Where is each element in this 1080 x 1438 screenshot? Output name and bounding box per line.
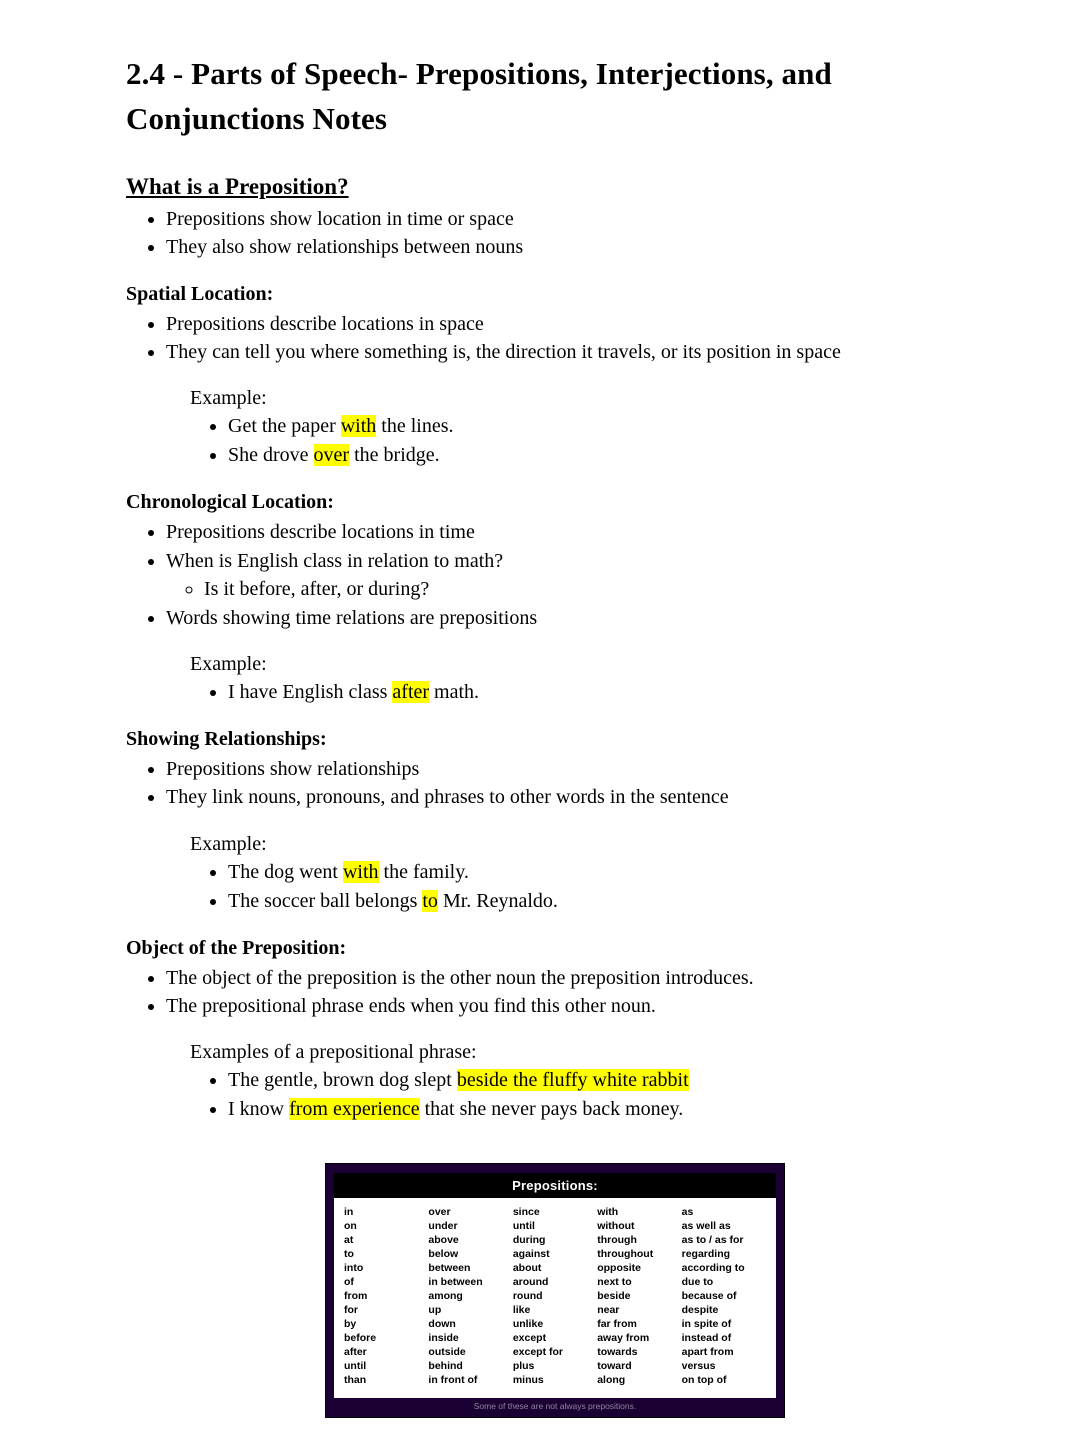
- preposition-word: except for: [512, 1345, 563, 1358]
- example-text: math.: [429, 680, 480, 703]
- preposition-word: up: [428, 1304, 442, 1317]
- list-item: [166, 548, 984, 603]
- list-item: [228, 413, 984, 440]
- section-object-of-the-preposition: [126, 935, 984, 1124]
- preposition-word: minus: [512, 1373, 544, 1386]
- preposition-word: except: [512, 1332, 547, 1345]
- list-item: • They link nouns, pronouns, and phrases to other words in the sentence: [166, 784, 984, 810]
- highlighted-preposition: over: [313, 444, 350, 467]
- figure-footnote: Some of these are not always prepositions.: [473, 1400, 637, 1411]
- preposition-word: with: [597, 1206, 619, 1219]
- preposition-word: due to: [681, 1276, 714, 1289]
- section-spatial-location: [126, 281, 984, 470]
- preposition-word: like: [512, 1304, 531, 1317]
- example-text: the family.: [378, 860, 469, 883]
- example-text: Mr. Reynaldo.: [437, 889, 558, 912]
- example-text: She drove: [228, 444, 314, 467]
- preposition-word: until: [344, 1359, 367, 1372]
- preposition-word: regarding: [681, 1248, 731, 1261]
- bullet-list: [126, 206, 984, 261]
- highlighted-prepositional-phrase: from experience: [289, 1098, 420, 1121]
- preposition-word: at: [344, 1234, 354, 1247]
- preposition-word: by: [344, 1318, 357, 1331]
- preposition-word: against: [512, 1248, 550, 1261]
- list-item: [228, 1067, 984, 1094]
- preposition-word: in: [344, 1206, 354, 1219]
- prepositions-column: [428, 1206, 512, 1387]
- example-block: [126, 385, 984, 469]
- preposition-word: in spite of: [681, 1318, 732, 1331]
- list-item: [228, 679, 984, 706]
- prepositions-column: [682, 1206, 766, 1387]
- preposition-word: toward: [597, 1359, 632, 1372]
- list-item: • They also show relationships between nouns: [166, 234, 984, 260]
- preposition-word: towards: [597, 1345, 638, 1358]
- list-item: • The object of the preposition is the other noun the preposition introduces.: [166, 965, 984, 991]
- section-showing-relationships: [126, 726, 984, 915]
- preposition-word: from: [344, 1290, 368, 1303]
- preposition-word: in between: [428, 1276, 483, 1289]
- preposition-word: over: [428, 1206, 451, 1219]
- list-item: [228, 442, 984, 469]
- highlighted-prepositional-phrase: beside the fluffy white rabbit: [456, 1069, 689, 1092]
- preposition-word: behind: [428, 1359, 463, 1372]
- preposition-word: far from: [597, 1318, 637, 1331]
- preposition-word: under: [428, 1220, 458, 1233]
- example-list: [190, 1067, 984, 1123]
- section-heading: Object of the Preposition:: [126, 936, 347, 959]
- example-text: I have English class: [228, 680, 393, 703]
- example-text: that she never pays back money.: [419, 1098, 684, 1121]
- list-item: [228, 1096, 984, 1123]
- preposition-word: down: [428, 1318, 456, 1331]
- preposition-word: despite: [681, 1304, 719, 1317]
- highlighted-preposition: after: [392, 680, 430, 703]
- preposition-word: about: [512, 1262, 542, 1275]
- section-heading: Spatial Location:: [126, 282, 274, 305]
- section-heading: Chronological Location:: [126, 491, 334, 514]
- preposition-word: on top of: [681, 1373, 727, 1386]
- highlighted-preposition: with: [342, 860, 379, 883]
- example-text: I know: [228, 1098, 290, 1121]
- example-block: [126, 651, 984, 706]
- preposition-word: of: [344, 1276, 354, 1289]
- bullet-list: [126, 311, 984, 366]
- preposition-word: into: [344, 1262, 364, 1275]
- bullet-list: [126, 965, 984, 1020]
- list-item: • Prepositions show relationships: [166, 756, 984, 782]
- preposition-word: apart from: [681, 1345, 734, 1358]
- bullet-list: [126, 756, 984, 811]
- preposition-word: according to: [681, 1262, 745, 1275]
- preposition-word: in front of: [428, 1373, 478, 1386]
- example-block: [126, 1039, 984, 1123]
- preposition-word: for: [344, 1304, 358, 1317]
- prepositions-columns: [334, 1198, 776, 1397]
- section-heading: Showing Relationships:: [126, 727, 327, 750]
- example-text: The gentle, brown dog slept: [228, 1069, 457, 1092]
- preposition-word: throughout: [597, 1248, 654, 1261]
- list-item: ◦ Is it before, after, or during?: [204, 576, 984, 602]
- list-item: • Prepositions describe locations in space: [166, 311, 984, 337]
- list-item: • Words showing time relations are prepositions: [166, 605, 984, 631]
- example-list: [190, 413, 984, 469]
- list-item: • Prepositions show location in time or space: [166, 206, 984, 232]
- preposition-word: as to / as for: [681, 1234, 744, 1247]
- list-item: [228, 888, 984, 915]
- preposition-word: after: [344, 1345, 367, 1358]
- preposition-word: outside: [428, 1345, 466, 1358]
- example-label: Examples of a prepositional phrase:: [190, 1041, 477, 1064]
- section-heading: What is a Preposition?: [126, 173, 349, 199]
- highlighted-preposition: to: [422, 889, 438, 912]
- preposition-word: as: [681, 1206, 694, 1219]
- preposition-word: beside: [597, 1290, 631, 1303]
- preposition-word: plus: [512, 1359, 535, 1372]
- sub-bullet-list: [166, 576, 984, 602]
- preposition-word: away from: [597, 1332, 650, 1345]
- example-text: Get the paper: [228, 415, 341, 438]
- list-item: • The prepositional phrase ends when you find this other noun.: [166, 993, 984, 1019]
- preposition-word: to: [344, 1248, 354, 1261]
- preposition-word: below: [428, 1248, 459, 1261]
- page-title: 2.4 - Parts of Speech- Prepositions, Interjections, and Conjunctions Notes: [126, 56, 832, 136]
- preposition-word: on: [344, 1220, 357, 1233]
- preposition-word: inside: [428, 1332, 459, 1345]
- preposition-word: instead of: [681, 1332, 732, 1345]
- example-text: The dog went: [228, 860, 343, 883]
- list-item-label: When is English class in relation to math?: [166, 549, 504, 572]
- preposition-word: as well as: [681, 1220, 731, 1233]
- preposition-word: next to: [597, 1276, 632, 1289]
- prepositions-column: [597, 1206, 681, 1387]
- example-text: the bridge.: [349, 444, 440, 467]
- preposition-word: without: [597, 1220, 635, 1233]
- highlighted-preposition: with: [340, 415, 377, 438]
- preposition-word: along: [597, 1373, 626, 1386]
- preposition-word: during: [512, 1234, 546, 1247]
- list-item: • They can tell you where something is, the direction it travels, or its position in space: [166, 339, 984, 365]
- list-item: • Prepositions describe locations in time: [166, 519, 984, 545]
- preposition-word: unlike: [512, 1318, 544, 1331]
- preposition-word: through: [597, 1234, 637, 1247]
- preposition-word: than: [344, 1373, 367, 1386]
- preposition-word: round: [512, 1290, 543, 1303]
- example-label: Example:: [190, 387, 267, 410]
- example-text: the lines.: [376, 415, 454, 438]
- preposition-word: versus: [681, 1359, 716, 1372]
- preposition-word: near: [597, 1304, 620, 1317]
- preposition-word: between: [428, 1262, 471, 1275]
- preposition-word: until: [512, 1220, 535, 1233]
- preposition-word: around: [512, 1276, 549, 1289]
- figure-title: Prepositions:: [334, 1173, 776, 1198]
- example-block: [126, 831, 984, 915]
- prepositions-reference-figure: [325, 1163, 785, 1417]
- section-chronological-location: [126, 489, 984, 706]
- preposition-word: before: [344, 1332, 377, 1345]
- prepositions-column: [344, 1206, 428, 1387]
- prepositions-column: [513, 1206, 597, 1387]
- preposition-word: above: [428, 1234, 459, 1247]
- example-list: [190, 859, 984, 915]
- example-label: Example:: [190, 832, 267, 855]
- list-item: [228, 859, 984, 886]
- bullet-list: [126, 519, 984, 631]
- preposition-word: because of: [681, 1290, 737, 1303]
- preposition-word: since: [512, 1206, 540, 1219]
- preposition-word: among: [428, 1290, 463, 1303]
- example-label: Example:: [190, 652, 267, 675]
- section-what-is-a-preposition: [126, 172, 984, 261]
- example-text: The soccer ball belongs: [228, 889, 423, 912]
- preposition-word: opposite: [597, 1262, 641, 1275]
- example-list: [190, 679, 984, 706]
